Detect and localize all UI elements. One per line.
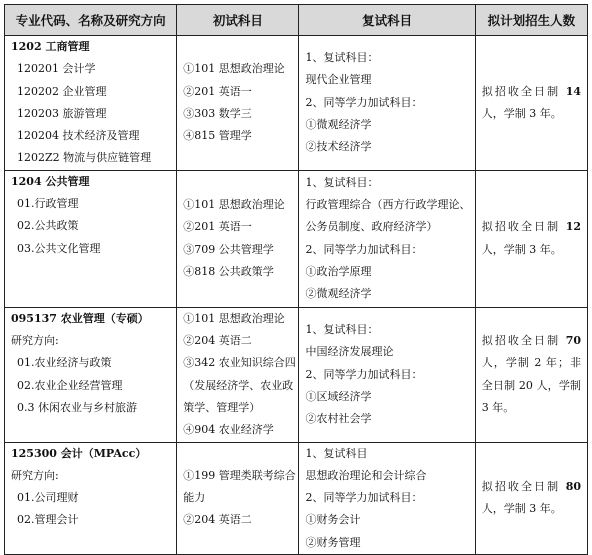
prelim-cell <box>177 307 299 442</box>
table-row <box>5 442 588 554</box>
quota-suffix: 人，学制 3 年。 <box>481 106 562 120</box>
retest-item: 1、复试科目 <box>305 446 368 460</box>
program-title: 1202 工商管理 <box>11 40 90 53</box>
quota-text <box>476 330 587 419</box>
retest-item: 2、同等学力加试科目： <box>305 95 423 109</box>
quota-cell <box>475 307 587 442</box>
table-row <box>5 170 588 307</box>
retest-item: ②技术经济学 <box>305 140 372 154</box>
quota-prefix: 拟招收全日制 <box>481 220 566 234</box>
prelim-subject: 策学、管理学） <box>183 400 261 414</box>
retest-item: 2、同等学力加试科目： <box>305 491 423 505</box>
retest-item: ①微观经济学 <box>305 118 372 132</box>
prelim-subject: ②204 英语二 <box>183 334 252 348</box>
retest-cell <box>299 36 475 171</box>
prelim-subject: ②201 英语一 <box>183 220 252 234</box>
retest-item: 思想政治理论和会计综合 <box>305 468 427 482</box>
retest-list <box>299 171 474 307</box>
quota-suffix: 人，学制 3 年。 <box>481 242 562 256</box>
retest-item: ②农村社会学 <box>305 412 372 426</box>
program-direction: 120201 会计学 <box>17 62 96 76</box>
prelim-subject: ②204 英语二 <box>183 513 252 527</box>
prelim-subject: ④818 公共政策学 <box>183 265 274 279</box>
program-direction: 01.农业经济与政策 <box>17 356 112 370</box>
prelim-subject: ③709 公共管理学 <box>183 242 274 256</box>
quota-text <box>476 216 587 261</box>
retest-item: 2、同等学力加试科目： <box>305 242 423 256</box>
program-direction: 研究方向: <box>11 468 59 482</box>
retest-item: ①财务会计 <box>305 513 361 527</box>
prelim-subject: ④815 管理学 <box>183 129 252 143</box>
prelim-subject: ①101 思想政治理论 <box>183 62 285 76</box>
table-row <box>5 307 588 442</box>
retest-cell <box>299 442 475 554</box>
retest-item: 公务员制度、政府经济学） <box>305 220 438 234</box>
major-cell <box>5 442 177 554</box>
header-prelim: 初试科目 <box>177 5 299 36</box>
program-direction: 03.公共文化管理 <box>17 241 101 255</box>
prelim-subject: ③342 农业知识综合四 <box>183 356 296 370</box>
header-quota: 拟计划招生人数 <box>475 5 587 36</box>
retest-item: 2、同等学力加试科目： <box>305 367 423 381</box>
prelim-cell <box>177 170 299 307</box>
retest-item: ②微观经济学 <box>305 287 372 301</box>
major-cell <box>5 170 177 307</box>
retest-item: ①政治学原理 <box>305 265 372 279</box>
retest-item: 现代企业管理 <box>305 73 372 87</box>
table-row <box>5 36 588 171</box>
program-direction: 120204 技术经济及管理 <box>17 129 140 143</box>
prelim-subject: ①101 思想政治理论 <box>183 311 285 325</box>
program-direction: 120203 旅游管理 <box>17 106 107 120</box>
retest-item: 1、复试科目： <box>305 322 379 336</box>
prelim-list <box>177 171 298 307</box>
prelim-cell <box>177 36 299 171</box>
retest-cell <box>299 307 475 442</box>
quota-cell <box>475 170 587 307</box>
retest-list <box>299 36 474 170</box>
prelim-subject: 能力 <box>183 491 206 505</box>
prelim-subject: ②201 英语一 <box>183 84 252 98</box>
retest-item: 1、复试科目： <box>305 51 379 65</box>
quota-number: 14 <box>565 84 581 98</box>
retest-item: ②财务管理 <box>305 535 361 549</box>
program-direction: 120202 企业管理 <box>17 84 107 98</box>
program-title: 125300 会计（MPAcc） <box>11 446 147 460</box>
quota-suffix: 人，学制 2 年；非全日制 20 人，学制 3 年。 <box>481 356 581 414</box>
quota-prefix: 拟招收全日制 <box>481 84 566 98</box>
retest-list <box>299 443 474 554</box>
prelim-subject: ①101 思想政治理论 <box>183 198 285 212</box>
quota-prefix: 拟招收全日制 <box>481 334 566 348</box>
major-cell <box>5 307 177 442</box>
header-retest: 复试科目 <box>299 5 475 36</box>
retest-cell <box>299 170 475 307</box>
quota-suffix: 人，学制 3 年。 <box>481 502 562 516</box>
prelim-list <box>177 36 298 170</box>
prelim-list <box>177 443 298 554</box>
retest-item: 行政管理综合（西方行政学理论、 <box>305 198 471 212</box>
prelim-subject: （发展经济学、农业政 <box>183 378 294 392</box>
major-cell <box>5 36 177 171</box>
program-direction: 1202Z2 物流与供应链管理 <box>17 151 152 165</box>
quota-cell <box>475 36 587 171</box>
program-direction: 01.行政管理 <box>17 197 79 211</box>
quota-number: 80 <box>565 480 581 493</box>
header-row <box>5 5 588 36</box>
admissions-table <box>4 4 588 555</box>
program-title: 095137 农业管理（专硕） <box>11 311 149 325</box>
retest-item: 1、复试科目： <box>305 175 379 189</box>
prelim-subject: ①199 管理类联考综合 <box>183 468 296 482</box>
prelim-subject: ③303 数学三 <box>183 106 252 120</box>
program-direction: 02.公共政策 <box>17 219 79 233</box>
program-direction: 02.管理会计 <box>17 513 79 527</box>
program-direction: 0.3 休闲农业与乡村旅游 <box>17 400 137 414</box>
quota-prefix: 拟招收全日制 <box>481 480 566 493</box>
program-direction: 02.农业企业经营管理 <box>17 378 123 392</box>
program-title: 1204 公共管理 <box>11 174 90 188</box>
quota-number: 70 <box>565 334 581 348</box>
header-major: 专业代码、名称及研究方向 <box>5 5 177 36</box>
quota-number: 12 <box>565 220 581 234</box>
prelim-cell <box>177 442 299 554</box>
program-direction: 研究方向: <box>11 334 59 348</box>
program-direction: 01.公司理财 <box>17 491 79 505</box>
prelim-subject: ④904 农业经济学 <box>183 423 274 437</box>
quota-cell <box>475 442 587 554</box>
retest-item: ①区域经济学 <box>305 389 372 403</box>
retest-item: 中国经济发展理论 <box>305 345 394 359</box>
quota-text <box>476 81 587 126</box>
quota-text <box>476 476 587 521</box>
prelim-list <box>177 308 298 442</box>
retest-list <box>299 308 474 442</box>
